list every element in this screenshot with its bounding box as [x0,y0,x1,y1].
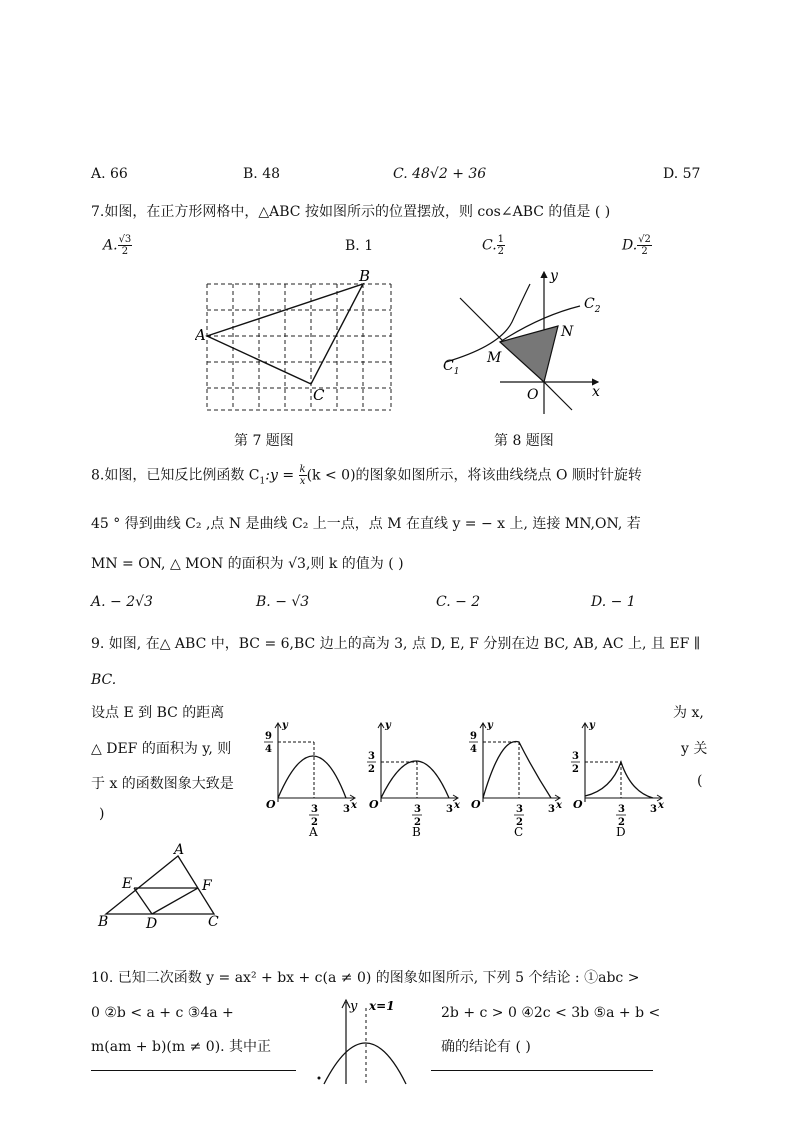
q8-triangle-mon [500,326,558,382]
q9-graph-label-y: y [487,720,493,731]
q7-stem: 7.如图，在正方形网格中，△ABC 按如图所示的位置摆放，则 cos∠ABC 的值是 ( ) [91,204,611,220]
q9-graph-ymax-den: 2 [572,764,579,775]
q10-line-3-right: 确的结论有 ( ) [441,1039,531,1055]
q9-graph-label-origin: O [471,798,481,811]
q7-option-d-prefix: D. [622,237,638,254]
q9-graph-curve [381,761,449,798]
q9-line-5-left: 于 x 的函数图象大致是 [91,776,234,792]
q9-graph-x-end: 3 [446,804,453,815]
q8-option-a: A. − 2√3 [91,594,153,610]
q9-graph-xmid-num: 3 [414,804,421,815]
q7-grid [207,284,391,410]
q10-underline-right [431,1070,653,1071]
q7-option-c-prefix: C. [482,237,497,254]
q9-segment-df [152,888,198,914]
q9-graph-option-label: A [309,825,318,838]
q10-line-1: 10. 已知二次函数 y = ax² + bx + c(a ≠ 0) 的图象如图所示, 下列 5 个结论 : ①abc > [91,970,640,986]
q6-option-c: C. 48√2 + 36 [393,166,487,182]
q9-graph-ymax-num: 3 [572,751,579,762]
q7-option-a [103,234,132,257]
q8-line-1-a: 8.如图，已知反比例函数 C [91,467,260,484]
q7-option-a-num: √3 [118,234,132,245]
q9-graph-xmid-den: 2 [414,817,421,828]
q8-frac-num: k [299,464,306,475]
q9-graph-b [361,718,461,838]
q9-graph-label-origin: O [573,798,583,811]
q8-label-o: O [527,387,539,403]
q9-graph-curve [483,741,551,798]
q10-parabola [324,1043,406,1084]
q8-option-d: D. − 1 [591,594,636,610]
q8-label-c1: $C_1$ [443,358,460,377]
q9-graph-xmid-den: 2 [516,817,523,828]
q8-line-1-b: :y = [265,467,299,484]
q8-line-1 [91,464,642,487]
q9-graph-xmid-den: 2 [618,817,625,828]
q9-label-b: B [98,914,109,930]
q9-graph-xmid-num: 3 [311,804,318,815]
q9-label-e: E [122,876,133,892]
q10-underline-left [91,1070,296,1071]
q9-graph-ymax-den: 4 [470,744,477,755]
q9-graph-xmid-num: 3 [516,804,523,815]
q9-graph-option-label: B [412,825,421,838]
q9-triangle-figure [94,842,234,930]
q9-graph-curve [278,756,346,798]
q9-graph-x-end: 3 [343,804,350,815]
q9-graph-label-x: x [351,800,357,811]
q8-option-b: B. − √3 [256,594,310,610]
q8-figure [440,266,610,416]
q7-option-c-den: 2 [497,246,505,257]
q8-line-1-c: (k < 0)的图象如图所示，将该曲线绕点 O 顺时针旋转 [306,467,642,484]
q9-graph-label-x: x [454,800,460,811]
q9-graph-ymax-num: 9 [470,731,477,742]
q10-figure [312,996,412,1086]
q7-option-d-num: √2 [638,234,651,245]
q7-figure [195,268,405,413]
q9-graph-xmid-num: 3 [618,804,625,815]
q7-figure-caption: 第 7 题图 [234,433,294,449]
q9-line-3-right: 为 x, [673,705,704,721]
q9-graph-ymax-num: 3 [368,751,375,762]
q7-option-a-den: 2 [121,246,129,257]
q9-graph-x-end: 3 [650,804,657,815]
q7-label-a: A [195,326,206,344]
q8-label-y: y [550,268,558,284]
q10-label-y: y [350,999,358,1014]
q7-option-c-num: 1 [497,234,505,245]
q9-graph-x-end: 3 [548,804,555,815]
q9-line-6-left: ) [99,806,105,822]
q9-graph-curve [585,762,653,798]
q7-option-b: B. 1 [345,238,374,254]
q7-label-c: C [313,386,325,404]
q9-graph-ymax-num: 9 [265,731,272,742]
q9-graph-label-origin: O [266,798,276,811]
q9-label-c: C [208,914,219,930]
q9-label-f: F [202,878,212,894]
q8-label-c2: $C_2$ [584,296,601,315]
q9-line-5-right: ( [697,773,703,789]
q8-option-c: C. − 2 [436,594,481,610]
q10-label-axis: x=1 [369,999,395,1013]
q9-graph-label-y: y [282,720,288,731]
q9-graph-option-label: C [514,825,524,838]
q9-graph-ymax-den: 4 [265,744,272,755]
q9-graph-d [565,718,665,838]
q8-label-x: x [592,384,600,400]
q9-label-a: A [174,842,185,858]
q10-line-2-right: 2b + c > 0 ④2c < 3b ⑤a + b < [441,1005,661,1021]
q6-option-d: D. 57 [663,166,701,182]
q8-figure-caption: 第 8 题图 [494,433,554,449]
q9-line-1: 9. 如图, 在△ ABC 中，BC = 6,BC 边上的高为 3, 点 D, E, F 分别在边 BC, AB, AC 上, 且 EF ∥ [91,636,701,652]
q7-option-d [622,234,652,257]
q7-option-a-prefix: A. [103,237,118,254]
q9-graph-xmid-den: 2 [311,817,318,828]
q9-line-2: BC. [91,672,117,688]
q7-option-c [482,234,505,257]
q9-segment-de [134,888,152,914]
q9-graph-label-x: x [556,800,562,811]
q9-line-3-left: 设点 E 到 BC 的距离 [91,705,225,721]
q9-graph-option-label: D [616,825,626,838]
q9-graph-options [258,718,668,838]
q8-line-3: MN = ON, △ MON 的面积为 √3,则 k 的值为 ( ) [91,556,404,572]
q6-option-a: A. 66 [91,166,128,182]
q9-graph-c [463,718,563,838]
q6-option-b: B. 48 [243,166,281,182]
q10-line-2-left: 0 ②b < a + c ③4a + [91,1005,234,1021]
q9-label-d: D [146,916,158,930]
q9-line-4-right: y 关 [681,741,708,757]
q9-graph-a [258,718,358,838]
q8-line-2: 45 ° 得到曲线 C₂ ,点 N 是曲线 C₂ 上一点，点 M 在直线 y = − x 上, 连接 MN,ON, 若 [91,516,641,532]
q7-label-b: B [359,268,371,285]
q9-graph-label-origin: O [369,798,379,811]
q10-line-3-left: m(am + b)(m ≠ 0). 其中正 [91,1039,272,1055]
q8-label-n: N [561,324,574,340]
q8-label-m: M [487,350,502,366]
q7-option-d-den: 2 [641,246,648,257]
q8-line-1-sub: 1 [259,476,266,487]
q8-frac-den: x [299,476,306,487]
q9-graph-label-x: x [658,800,664,811]
q9-line-4-left: △ DEF 的面积为 y, 则 [91,741,232,757]
q9-graph-label-y: y [385,720,391,731]
q9-graph-label-y: y [589,720,595,731]
q9-graph-ymax-den: 2 [368,764,375,775]
